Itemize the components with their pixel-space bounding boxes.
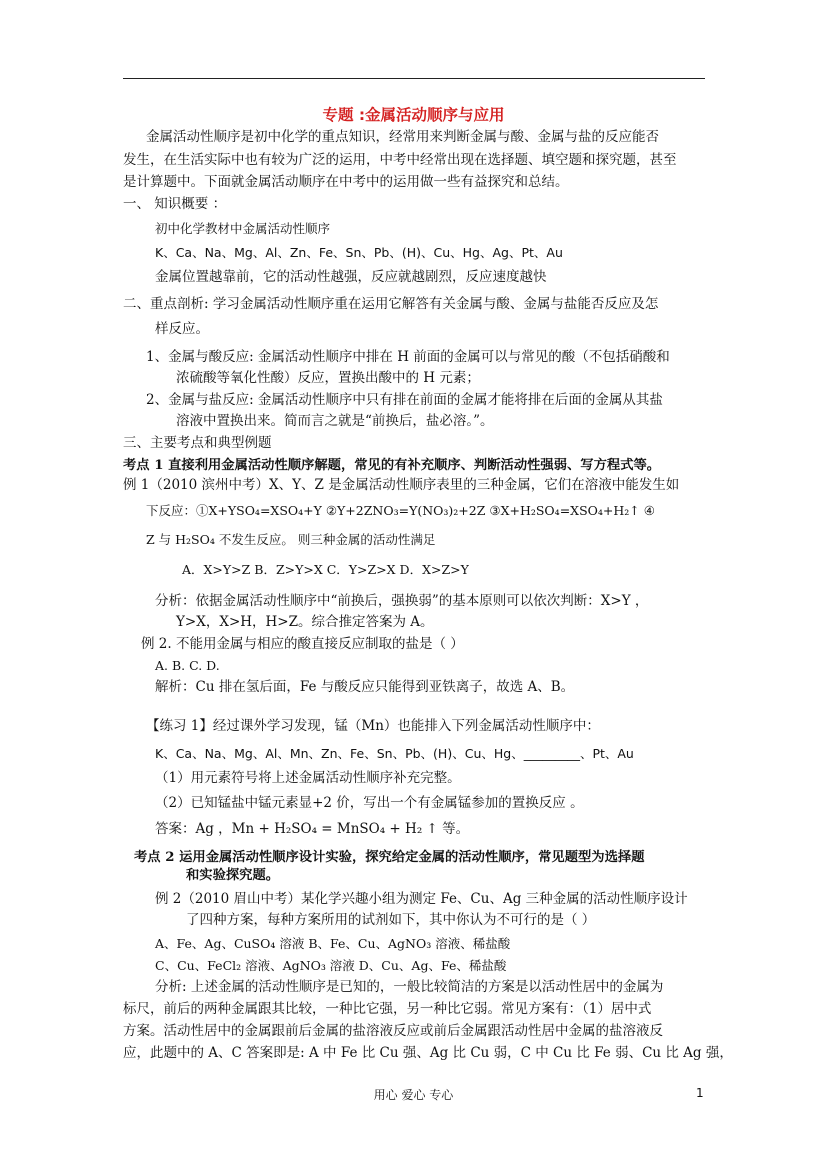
exercise-1-answer: 答案：Ag ，Mn + H₂SO₄ = MnSO₄ + H₂ ↑ 等。 — [155, 821, 470, 837]
series-rule: 金属位置越靠前，它的活动性越强，反应就越剧烈，反应速度越快 — [155, 269, 547, 285]
intro-line-1: 金属活动性顺序是初中化学的重点知识，经常用来判断金属与酸、金属与盐的反应能否 — [146, 129, 659, 145]
example-1-analysis-2: Y>X，X>H，H>Z。综合推定答案为 A。 — [176, 614, 434, 630]
header-rule — [123, 78, 705, 79]
activity-series: K、Ca、Na、Mg、Al、Zn、Fe、Sn、Pb、(H)、Cu、Hg、Ag、Pt、Au — [155, 245, 563, 260]
intro-line-3: 是计算题中。下面就金属活动顺序在中考中的运用做一些有益探究和总结。 — [123, 174, 569, 190]
section-2-line-2: 样反应。 — [155, 321, 209, 337]
textbook-order-label: 初中化学教材中金属活动性顺序 — [155, 221, 331, 236]
exercise-1-heading: 【练习 1】经过课外学习发现，锰（Mn）也能排入下列金属活动性顺序中： — [146, 718, 600, 734]
key-point-1: 考点 1 直接利用金属活动性顺序解题，常见的有补充顺序、判断活动性强弱、写方程式等。 — [123, 458, 661, 473]
example-2-answer: 解析：Cu 排在氢后面，Fe 与酸反应只能得到亚铁离子，故选 A、B。 — [155, 679, 575, 695]
example-1-line-1: 例 1（2010 滨州中考）X、Y、Z 是金属活动性顺序表里的三种金属，它们在溶液中能发生如 — [123, 477, 680, 493]
key-point-2-line-1: 考点 2 运用金属活动性顺序设计实验，探究给定金属的活动性顺序，常见题型为选择题 — [134, 850, 645, 865]
example-2b-line-1: 例 2（2010 眉山中考）某化学兴趣小组为测定 Fe、Cu、Ag 三种金属的活动性顺序设计 — [155, 891, 688, 907]
acid-rule-1: 1、金属与酸反应: 金属活动性顺序中排在 H 前面的金属可以与常见的酸（不包括硝酸和 — [146, 349, 670, 365]
key-point-2-line-2: 和实验探究题。 — [186, 868, 280, 883]
example-1-options: A．X>Y>Z B．Z>Y>X C．Y>Z>X D．X>Z>Y — [182, 562, 469, 577]
analysis-line-3: 方案。活动性居中的金属跟前后金属的盐溶液反应或前后金属跟活动性居中金属的盐溶液反 — [123, 1023, 663, 1039]
exercise-1-series: K、Ca、Na、Mg、Al、Mn、Zn、Fe、Sn、Pb、(H)、Cu、Hg、_________、Pt、Au — [155, 746, 634, 761]
example-1-question: Z 与 H₂SO₄ 不发生反应。 则三种金属的活动性满足 — [146, 532, 436, 547]
salt-rule-2: 溶液中置换出来。简而言之就是“前换后，盐必溶。”。 — [176, 413, 494, 429]
example-2-options: A. B. C. D. — [155, 658, 220, 673]
intro-line-2: 发生，在生活实际中也有较为广泛的运用，中考中经常出现在选择题、填空题和探究题，甚至 — [123, 152, 677, 168]
analysis-line-4: 应，此题中的 A、C 答案即是: A 中 Fe 比 Cu 强、Ag 比 Cu 弱，C 中 Cu 比 Fe 弱、Cu 比 Ag 强， — [123, 1045, 733, 1061]
page-number: 1 — [696, 1086, 704, 1100]
analysis-line-2: 标尺，前后的两种金属跟其比较，一种比它强，另一种比它弱。常见方案有：（1）居中式 — [123, 1001, 652, 1017]
acid-rule-2: 浓硫酸等氧化性酸）反应，置换出酸中的 H 元素； — [176, 370, 480, 386]
example-1-reactions: 下反应：①X+YSO₄=XSO₄+Y ②Y+2ZNO₃=Y(NO₃)₂+2Z ③X+H₂SO₄=XSO₄+H₂↑ ④ — [146, 503, 655, 518]
section-1-heading: 一、 知识概要 ： — [123, 196, 227, 212]
page-title: 专题 :金属活动顺序与应用 — [322, 106, 505, 124]
example-2b-options-ab: A、Fe、Ag、CuSO₄ 溶液 B、Fe、Cu、AgNO₃ 溶液、稀盐酸 — [155, 936, 511, 951]
exercise-1-q2: （2）已知锰盐中锰元素显+2 价，写出一个有金属锰参加的置换反应 。 — [155, 795, 584, 811]
section-2-heading: 二、重点剖析: 学习金属活动性顺序重在运用它解答有关金属与酸、金属与盐能否反应及怎 — [123, 296, 659, 312]
example-2b-options-cd: C、Cu、FeCl₂ 溶液、AgNO₃ 溶液 D、Cu、Ag、Fe、稀盐酸 — [155, 958, 507, 973]
analysis-line-1: 分析: 上述金属的活动性顺序是已知的，一般比较简洁的方案是以活动性居中的金属为 — [155, 979, 664, 995]
example-2-question: 例 2. 不能用金属与相应的酸直接反应制取的盐是（ ） — [141, 636, 464, 652]
example-2b-line-2: 了四种方案，每种方案所用的试剂如下，其中你认为不可行的是（ ） — [186, 912, 596, 928]
salt-rule-1: 2、金属与盐反应: 金属活动性顺序中只有排在前面的金属才能将排在后面的金属从其盐 — [146, 392, 663, 408]
example-1-analysis-1: 分析：依据金属活动性顺序中“前换后，强换弱”的基本原则可以依次判断：X>Y ， — [155, 593, 649, 609]
exercise-1-q1: （1）用元素符号将上述金属活动性顺序补充完整。 — [155, 770, 461, 786]
page-footer: 用心 爱心 专心 — [373, 1088, 454, 1102]
section-3-heading: 三、主要考点和典型例题 — [123, 435, 272, 451]
